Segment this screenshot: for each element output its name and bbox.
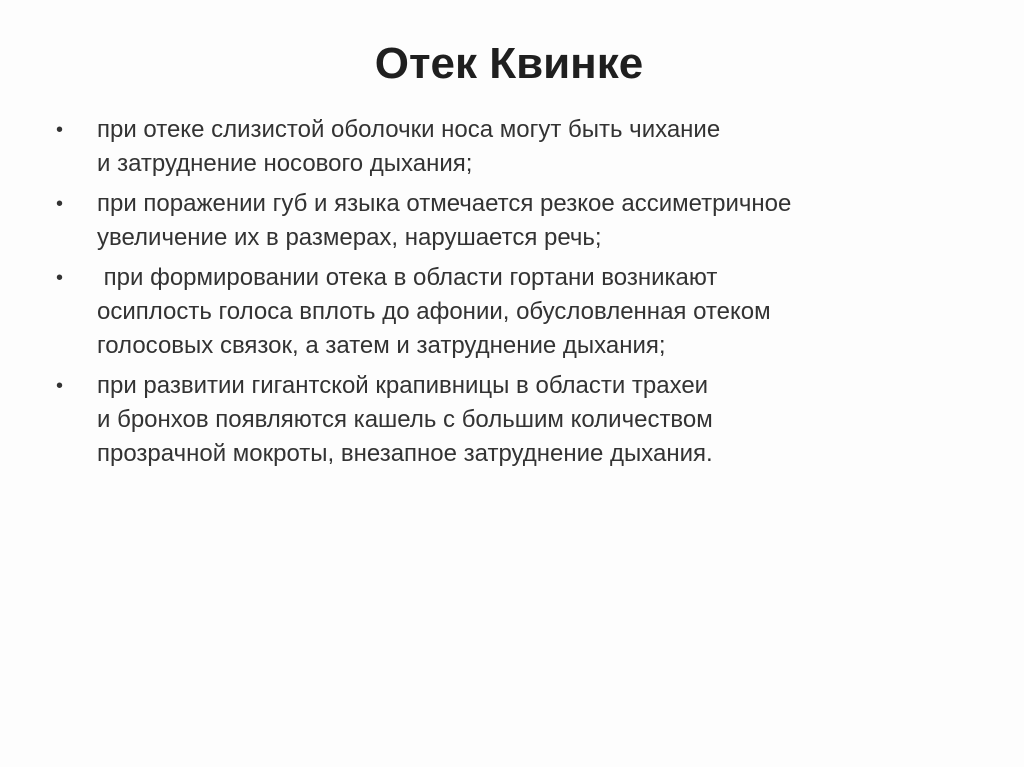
bullet-text-line: при формировании отека в области гортани возникают bbox=[97, 264, 718, 291]
bullet-text-line: увеличение их в размерах, нарушается речь; bbox=[97, 224, 602, 251]
bullet-marker: • bbox=[56, 193, 64, 215]
bullet-list bbox=[56, 113, 956, 477]
bullet-text-line: при развитии гигантской крапивницы в области трахеи bbox=[97, 372, 709, 399]
bullet-item bbox=[56, 261, 956, 363]
bullet-marker: • bbox=[56, 375, 64, 397]
bullet-marker: • bbox=[56, 267, 64, 289]
bullet-text-line: осиплость голоса вплоть до афонии, обусловленная отеком bbox=[97, 298, 771, 325]
bullet-marker: • bbox=[56, 119, 64, 141]
bullet-text-line: и затруднение носового дыхания; bbox=[97, 150, 473, 177]
slide-title: Отек Квинке bbox=[374, 39, 644, 88]
bullet-item bbox=[56, 113, 956, 181]
bullet-item bbox=[56, 187, 956, 255]
bullet-text-line: при поражении губ и языка отмечается резкое ассиметричное bbox=[97, 190, 792, 217]
bullet-text-line: прозрачной мокроты, внезапное затруднение дыхания. bbox=[97, 440, 713, 467]
bullet-item bbox=[56, 369, 956, 471]
bullet-text-line: голосовых связок, а затем и затруднение дыхания; bbox=[97, 332, 666, 359]
bullet-text-line: и бронхов появляются кашель с большим количеством bbox=[97, 406, 713, 433]
bullet-text-line: при отеке слизистой оболочки носа могут быть чихание bbox=[97, 116, 721, 143]
